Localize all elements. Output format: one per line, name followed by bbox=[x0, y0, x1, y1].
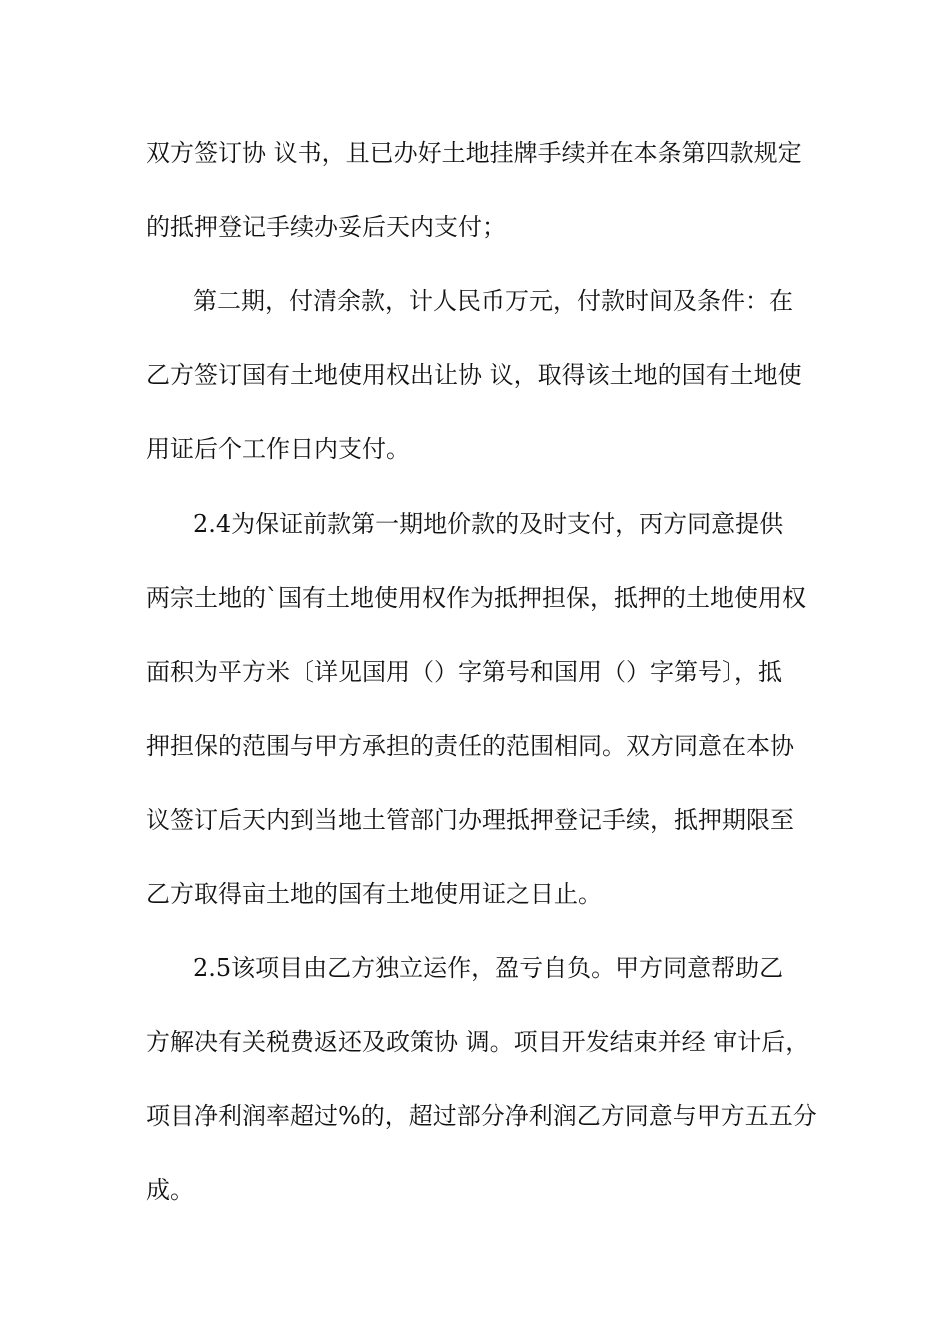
text-line bbox=[0, 133, 950, 173]
text-line bbox=[0, 874, 950, 914]
text-line bbox=[0, 429, 950, 469]
text-line-content: 第二期，付清余款，计人民币万元，付款时间及条件：在 bbox=[193, 287, 793, 315]
text-line bbox=[0, 281, 950, 321]
text-line-content: 用证后个工作日内支付。 bbox=[146, 435, 410, 463]
text-line-content: 2.4为保证前款第一期地价款的及时支付，丙方同意提供 bbox=[193, 510, 784, 538]
text-line bbox=[0, 578, 950, 618]
text-line bbox=[0, 355, 950, 395]
text-line-content: 面积为平方米〔详见国用（）字第号和国用（）字第号〕，抵 bbox=[146, 658, 782, 686]
text-line bbox=[0, 948, 950, 988]
text-line bbox=[0, 1022, 950, 1062]
text-line-content: 成。 bbox=[146, 1176, 194, 1204]
text-line-content: 乙方取得亩土地的国有土地使用证之日止。 bbox=[146, 880, 602, 908]
text-line bbox=[0, 800, 950, 840]
text-line-content: 双方签订协 议书，且已办好土地挂牌手续并在本条第四款规定 bbox=[146, 139, 802, 167]
text-line bbox=[0, 652, 950, 692]
text-line bbox=[0, 207, 950, 247]
text-line bbox=[0, 1096, 950, 1136]
text-line-content: 乙方签订国有土地使用权出让协 议，取得该土地的国有土地使 bbox=[146, 361, 802, 389]
text-line-content: 项目净利润率超过%的，超过部分净利润乙方同意与甲方五五分 bbox=[146, 1102, 817, 1130]
text-line-content: 议签订后天内到当地土管部门办理抵押登记手续，抵押期限至 bbox=[146, 806, 794, 834]
text-line bbox=[0, 504, 950, 544]
text-line-content: 方解决有关税费返还及政策协 调。项目开发结束并经 审计后， bbox=[146, 1028, 810, 1056]
text-line-content: 的抵押登记手续办妥后天内支付； bbox=[146, 213, 506, 241]
text-line-content: 两宗土地的`国有土地使用权作为抵押担保，抵押的土地使用权 bbox=[146, 584, 806, 612]
text-line bbox=[0, 726, 950, 766]
text-line-content: 2.5该项目由乙方独立运作，盈亏自负。甲方同意帮助乙 bbox=[193, 954, 784, 982]
text-line-content: 押担保的范围与甲方承担的责任的范围相同。双方同意在本协 bbox=[146, 732, 794, 760]
text-line bbox=[0, 1170, 950, 1210]
